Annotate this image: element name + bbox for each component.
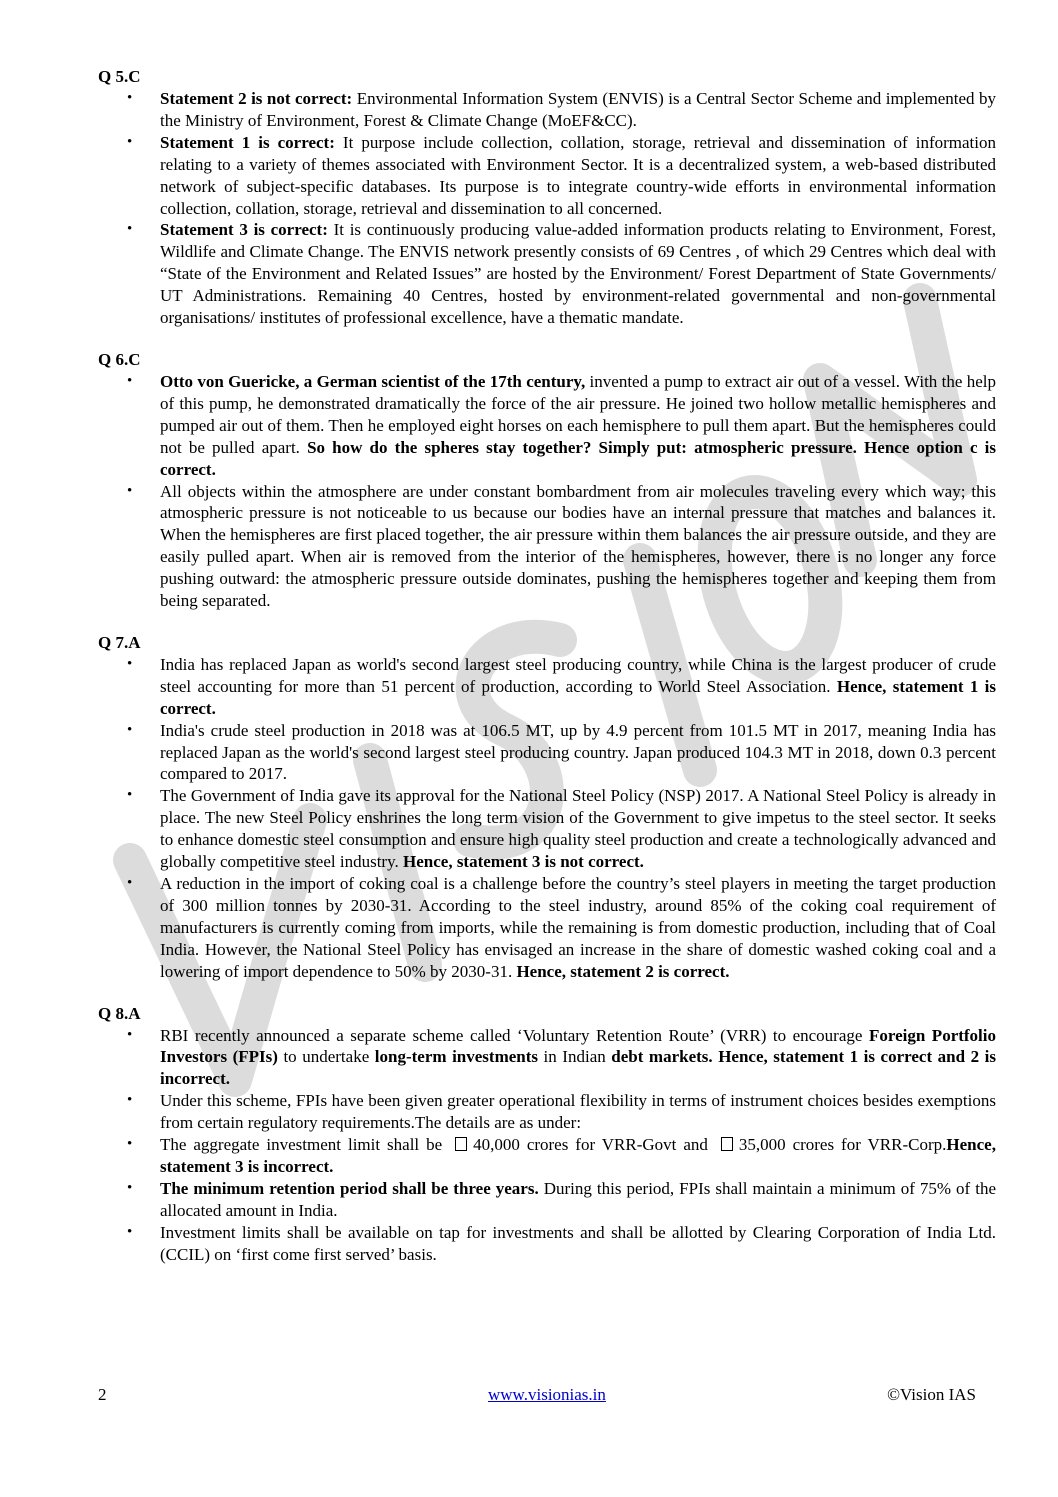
- body-text: It purpose include collection, collation, storage, retrieval and dissemination of information relating to a variety of themes associated with Environment Sector. It is a decentralized system, a web-based distributed network of subject-specific databases. Its purpose is to integrate country-wide efforts in environmental information collection, collation, storage, retrieval and dissemination to all concerned.: [160, 132, 996, 218]
- answer-point: [98, 1090, 996, 1134]
- answer-points-list: [98, 654, 996, 983]
- body-text: 35,000 crores for VRR-Corp.: [738, 1135, 947, 1155]
- rupee-symbol-icon: [721, 1137, 733, 1151]
- bold-text: Statement 2 is not correct:: [160, 89, 353, 108]
- answer-points-list: [98, 88, 996, 329]
- bold-text: Hence, statement 3 is not correct.: [403, 852, 644, 872]
- answer-point: [98, 873, 996, 983]
- copyright-text: ©Vision IAS: [887, 1385, 976, 1404]
- body-text: Investment limits shall be available on tap for investments and shall be allotted by Clearing Corporation of India Ltd. (CCIL) on ‘first come first served’ basis.: [160, 1222, 996, 1264]
- answer-point: [98, 785, 996, 873]
- question-heading: Q 8.A: [98, 1003, 141, 1023]
- body-text: All objects within the atmosphere are under constant bombardment from air molecules traveling every which way; this atmospheric pressure is not noticeable to us because our bodies have an internal pressure that matches and balances it. When the hemispheres are first placed together, the air pressure within them balances the air pressure outside, and they are easily pulled apart. When air is removed from the interior of the hemispheres, however, there is no longer any force pushing outward: the atmospheric pressure outside dominates, pushing the hemispheres together and keeping them from being separated.: [160, 481, 996, 611]
- body-text: The aggregate investment limit shall be: [160, 1135, 450, 1155]
- answer-point: [98, 371, 996, 481]
- bold-text: long-term investments: [374, 1047, 539, 1067]
- body-text: A reduction in the import of coking coal is a challenge before the country’s steel players in meeting the target production of 300 million tonnes by 2030-31. According to the steel industry, around 85% of the coking coal requirement of manufacturers is currently coming from imports, while the remaining is from domestic production, including that of Coal India. However, the National Steel Policy has envisaged an increase in the share of domestic washed coking coal and a lowering of import dependence to 50% by 2030-31.: [160, 874, 996, 981]
- body-text: India has replaced Japan as world's second largest steel producing country, while China is the largest producer of crude steel accounting for more than 51 percent of production, according to World Steel Association.: [160, 654, 996, 696]
- answer-point: [98, 1134, 996, 1178]
- answer-point: [98, 481, 996, 612]
- answer-point: [98, 1025, 996, 1091]
- body-text: invented a pump to extract air out of a vessel. With the help of this pump, he demonstrated dramatically the force of the air pressure. He joined two hollow metallic hemispheres and pumped air out of them. Then he employed eight horses on each hemisphere to pull them apart. But the hemispheres could not be pulled apart.: [160, 371, 997, 457]
- answer-points-list: [98, 371, 996, 612]
- bold-text: debt markets. Hence, statement 1 is correct and 2 is incorrect.: [160, 1047, 996, 1089]
- question-block: [98, 1003, 996, 1266]
- website-link[interactable]: www.visionias.in: [488, 1385, 606, 1404]
- body-text: RBI recently announced a separate scheme called ‘Voluntary Retention Route’ (VRR) to encourage: [160, 1025, 869, 1045]
- body-text: Environmental Information System (ENVIS) is a Central Sector Scheme and implemented by the Ministry of Environment, Forest & Climate Change (MoEF&CC).: [160, 89, 996, 130]
- bold-text: So how do the spheres stay together? Simply put: atmospheric pressure. Hence option c is correct.: [160, 437, 996, 479]
- answer-content: [98, 66, 996, 1286]
- rupee-symbol-icon: [455, 1137, 467, 1151]
- body-text: During this period, FPIs shall maintain a minimum of 75% of the allocated amount in India.: [160, 1178, 996, 1220]
- answer-point: [98, 132, 996, 220]
- question-block: [98, 349, 996, 612]
- body-text: 40,000 crores for VRR-Govt and: [473, 1135, 715, 1155]
- body-text: India's crude steel production in 2018 was at 106.5 MT, up by 4.9 percent from 101.5 MT in 2017, meaning India has replaced Japan as the world's second largest steel producing country. Japan produced 104.3 MT in 2018, down 0.3 percent compared to 2017.: [160, 720, 996, 784]
- bold-text: Hence, statement 1 is correct.: [160, 676, 996, 718]
- question-heading: Q 5.C: [98, 67, 141, 86]
- bold-text: Hence, statement 3 is incorrect.: [160, 1135, 996, 1176]
- body-text: in Indian: [538, 1047, 612, 1067]
- answer-point: [98, 219, 996, 329]
- answer-point: [98, 720, 996, 786]
- answer-point: [98, 654, 996, 720]
- answer-point: [98, 88, 996, 132]
- body-text: It is continuously producing value-added information products relating to Environment, Forest, Wildlife and Climate Change. The ENVIS network presently consists of 69 Centres , of which 29 Centres which deal with “State of the Environment and Related Issues” are hosted by the Environment/ Forest Department of State Governments/ UT Administrations. Remaining 40 Centres, hosted by environment-related governmental and non-governmental organisations/ institutes of professional excellence, have a thematic mandate.: [160, 220, 996, 328]
- page-number: 2: [98, 1385, 107, 1404]
- body-text: to undertake: [277, 1047, 375, 1067]
- bold-text: The minimum retention period shall be three years.: [160, 1178, 539, 1198]
- question-heading: Q 6.C: [98, 349, 141, 369]
- bold-text: Foreign Portfolio Investors (FPIs): [160, 1025, 997, 1067]
- body-text: The Government of India gave its approval for the National Steel Policy (NSP) 2017. A National Steel Policy is already in place. The new Steel Policy enshrines the long term vision of the Government to give impetus to the steel sector. It seeks to enhance domestic steel consumption and ensure high quality steel production and create a technologically advanced and globally competitive steel industry.: [160, 786, 996, 872]
- question-block: [98, 632, 996, 983]
- question-block: [98, 66, 996, 329]
- bold-text: Otto von Guericke, a German scientist of the 17th century,: [160, 371, 586, 391]
- question-heading: Q 7.A: [98, 632, 141, 652]
- bold-text: Statement 1 is correct:: [160, 132, 335, 152]
- answer-points-list: [98, 1025, 996, 1266]
- bold-text: Hence, statement 2 is correct.: [516, 961, 730, 981]
- answer-point: [98, 1222, 996, 1266]
- page-footer: [98, 1385, 976, 1407]
- bold-text: Statement 3 is correct:: [160, 220, 328, 240]
- answer-point: [98, 1178, 996, 1222]
- body-text: Under this scheme, FPIs have been given greater operational flexibility in terms of instrument choices besides exemptions from certain regulatory requirements.The details are as under:: [160, 1091, 996, 1133]
